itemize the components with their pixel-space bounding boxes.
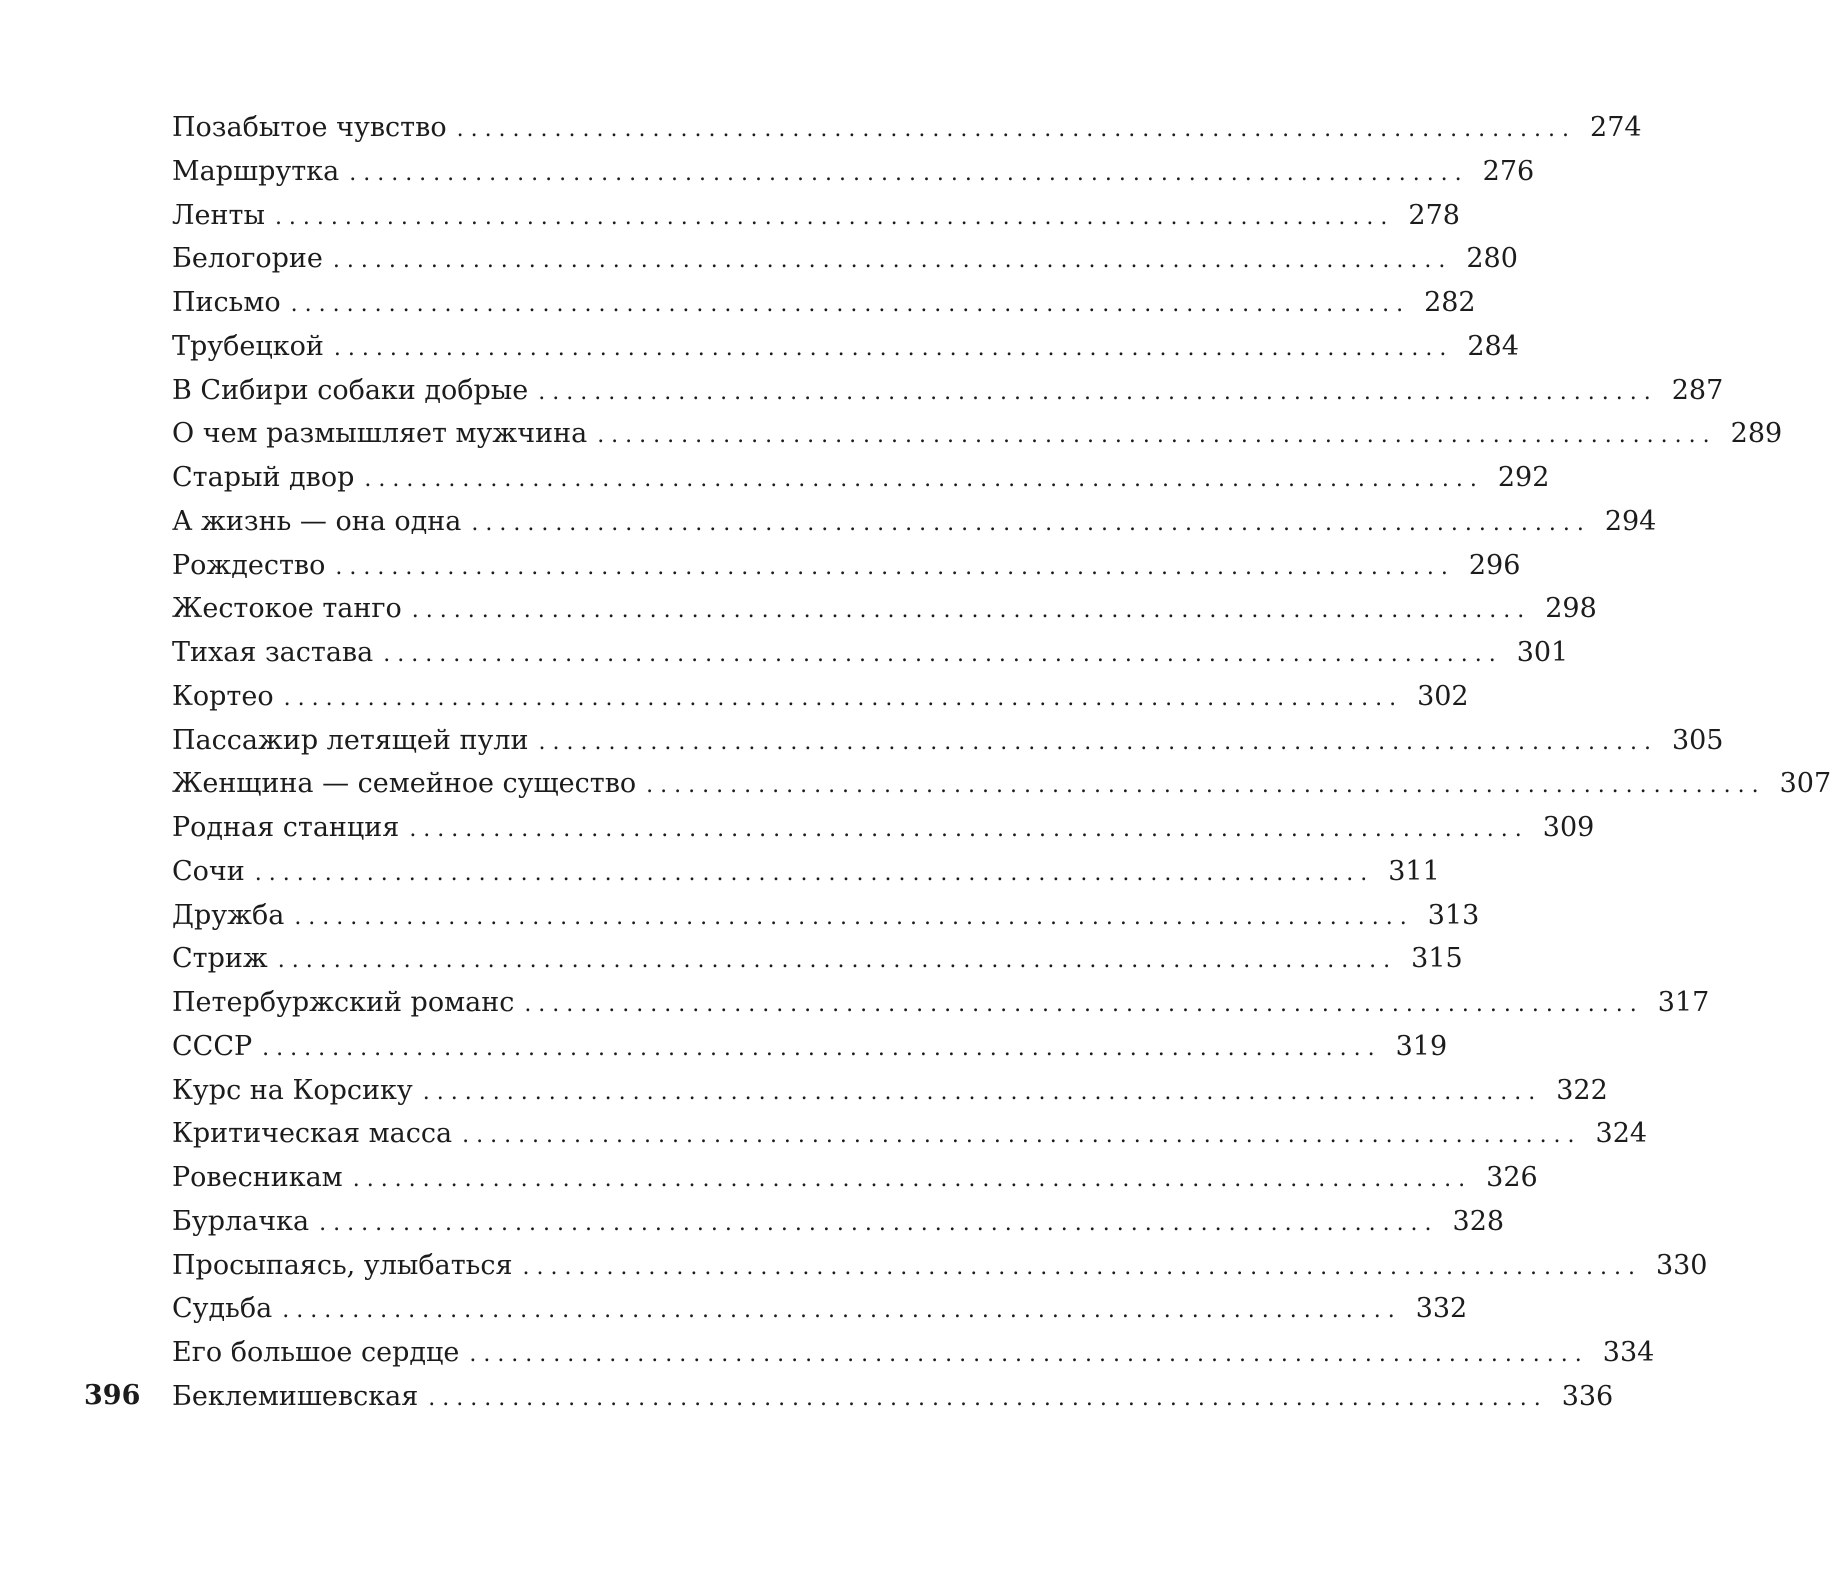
dot-leader: ................................................................................	[333, 335, 1454, 361]
dot-leader: ................................................................................	[646, 773, 1766, 799]
toc-entry	[172, 281, 1476, 325]
toc-entry-page: 296	[1468, 549, 1521, 581]
dot-leader: ................................................................................	[282, 1298, 1402, 1324]
dot-leader: ................................................................................	[254, 860, 1375, 886]
toc-entry	[172, 150, 1535, 194]
toc-entry-page: 317	[1657, 987, 1710, 1018]
dot-leader: ................................................................................	[283, 685, 1404, 711]
toc-entry	[172, 850, 1440, 894]
toc-entry-page: 311	[1388, 855, 1440, 887]
toc-entry	[172, 1375, 1614, 1419]
dot-leader: ................................................................................	[456, 117, 1577, 142]
toc-entry	[172, 1287, 1468, 1331]
toc-entry-title: Сочи	[172, 855, 245, 887]
toc-entry-page: 328	[1452, 1205, 1505, 1237]
dot-leader: ................................................................................	[597, 423, 1717, 449]
toc-entry	[172, 894, 1480, 938]
toc-entry-title: Позабытое чувство	[172, 112, 447, 143]
toc-entry-title: В Сибири собаки добрые	[172, 374, 529, 406]
toc-entry-page: 336	[1561, 1380, 1614, 1412]
toc-entry	[172, 631, 1569, 675]
toc-entry-title: Петербуржский романс	[172, 987, 515, 1018]
toc-entry	[172, 544, 1521, 588]
dot-leader: ................................................................................	[262, 1035, 1382, 1061]
toc-entry-page: 313	[1427, 899, 1480, 931]
toc-entry-title: СССР	[172, 1030, 253, 1062]
toc-entry-title: Родная станция	[172, 812, 400, 843]
toc-entry-title: Жестокое танго	[172, 593, 402, 625]
toc-entry-page: 278	[1408, 199, 1460, 231]
toc-entry-title: Стриж	[172, 943, 268, 975]
table-of-contents	[172, 106, 1831, 1419]
toc-entry-title: Кортео	[172, 680, 274, 712]
toc-entry-title: Беклемишевская	[172, 1380, 419, 1412]
dot-leader: ................................................................................	[462, 1123, 1582, 1149]
toc-entry-page: 322	[1556, 1074, 1608, 1106]
dot-leader: ................................................................................	[383, 642, 1503, 667]
toc-entry	[172, 981, 1710, 1025]
toc-entry-page: 280	[1466, 243, 1518, 275]
toc-entry-title: Маршрутка	[172, 155, 340, 187]
page-number: 396	[84, 1380, 141, 1411]
dot-leader: ................................................................................	[319, 1210, 1439, 1236]
dot-leader: ................................................................................	[364, 467, 1484, 492]
toc-entry-page: 305	[1671, 724, 1724, 756]
dot-leader: ................................................................................	[352, 1167, 1473, 1192]
toc-entry-title: А жизнь — она одна	[172, 505, 462, 537]
toc-entry-page: 294	[1604, 505, 1657, 537]
toc-entry-title: Рождество	[172, 549, 326, 581]
toc-entry	[172, 762, 1831, 806]
toc-entry-title: Старый двор	[172, 462, 355, 493]
toc-entry-title: Судьба	[172, 1293, 273, 1325]
toc-entry-title: Ленты	[172, 199, 265, 231]
toc-entry-title: Критическая масса	[172, 1118, 453, 1150]
dot-leader: ................................................................................	[274, 204, 1395, 230]
dot-leader: ................................................................................	[471, 510, 1591, 536]
dot-leader: ................................................................................	[294, 904, 1414, 930]
toc-entry-title: Его большое сердце	[172, 1337, 460, 1368]
dot-leader: ................................................................................	[277, 948, 1398, 974]
toc-entry-title: Дружба	[172, 899, 285, 931]
toc-entry	[172, 500, 1657, 544]
toc-entry	[172, 194, 1460, 238]
toc-entry	[172, 1200, 1505, 1244]
toc-entry-page: 284	[1467, 330, 1519, 362]
toc-entry-page: 282	[1424, 287, 1476, 318]
toc-entry-page: 307	[1779, 768, 1831, 800]
toc-entry	[172, 806, 1595, 850]
toc-entry-title: Бурлачка	[172, 1205, 310, 1237]
toc-entry-title: Курс на Корсику	[172, 1074, 413, 1106]
dot-leader: ................................................................................	[411, 598, 1532, 624]
toc-entry	[172, 587, 1597, 631]
toc-entry-page: 289	[1730, 418, 1783, 450]
toc-entry-page: 274	[1590, 112, 1642, 143]
toc-entry-page: 298	[1545, 593, 1597, 625]
toc-entry	[172, 237, 1518, 281]
dot-leader: ................................................................................	[428, 1385, 1548, 1411]
toc-entry-page: 276	[1482, 155, 1535, 187]
toc-entry-title: Просыпаясь, улыбаться	[172, 1249, 513, 1281]
toc-entry-page: 324	[1595, 1118, 1648, 1150]
toc-entry	[172, 1112, 1648, 1156]
toc-entry	[172, 412, 1783, 456]
toc-entry-page: 326	[1486, 1162, 1538, 1193]
toc-entry-page: 319	[1395, 1030, 1448, 1062]
dot-leader: ................................................................................	[469, 1342, 1589, 1367]
toc-entry-title: Письмо	[172, 287, 281, 318]
toc-entry-page: 287	[1671, 374, 1724, 406]
toc-entry-page: 309	[1542, 812, 1595, 843]
toc-entry-page: 315	[1411, 943, 1463, 975]
toc-entry-page: 334	[1602, 1337, 1655, 1368]
toc-entry	[172, 106, 1642, 150]
toc-entry	[172, 325, 1519, 369]
dot-leader: ................................................................................	[422, 1079, 1543, 1105]
toc-entry	[172, 1069, 1608, 1113]
toc-entry-title: Ровесникам	[172, 1162, 343, 1193]
toc-entry-page: 292	[1497, 462, 1550, 493]
toc-entry-title: Белогорие	[172, 243, 323, 275]
dot-leader: ................................................................................	[349, 160, 1469, 186]
toc-entry-page: 302	[1417, 680, 1469, 712]
toc-entry	[172, 719, 1724, 763]
dot-leader: ................................................................................	[522, 1254, 1642, 1280]
toc-entry-page: 301	[1516, 637, 1569, 668]
dot-leader: ................................................................................	[332, 248, 1453, 274]
toc-entry	[172, 937, 1463, 981]
dot-leader: ................................................................................	[290, 292, 1411, 317]
toc-entry	[172, 1331, 1655, 1375]
toc-entry-page: 330	[1655, 1249, 1708, 1281]
dot-leader: ................................................................................	[538, 729, 1658, 755]
toc-entry-title: Пассажир летящей пули	[172, 724, 529, 756]
dot-leader: ................................................................................	[524, 992, 1644, 1017]
toc-entry	[172, 675, 1469, 719]
toc-entry	[172, 1025, 1448, 1069]
toc-entry-title: Трубецкой	[172, 330, 324, 362]
toc-entry-page: 332	[1415, 1293, 1468, 1325]
toc-entry-title: Женщина — семейное существо	[172, 768, 637, 800]
dot-leader: ................................................................................	[335, 554, 1455, 580]
toc-entry	[172, 369, 1724, 413]
dot-leader: ................................................................................	[538, 379, 1658, 405]
toc-entry	[172, 1244, 1708, 1288]
toc-entry-title: О чем размышляет мужчина	[172, 418, 588, 450]
dot-leader: ................................................................................	[409, 817, 1529, 842]
toc-entry	[172, 456, 1550, 500]
toc-entry-title: Тихая застава	[172, 637, 374, 668]
toc-entry	[172, 1156, 1538, 1200]
